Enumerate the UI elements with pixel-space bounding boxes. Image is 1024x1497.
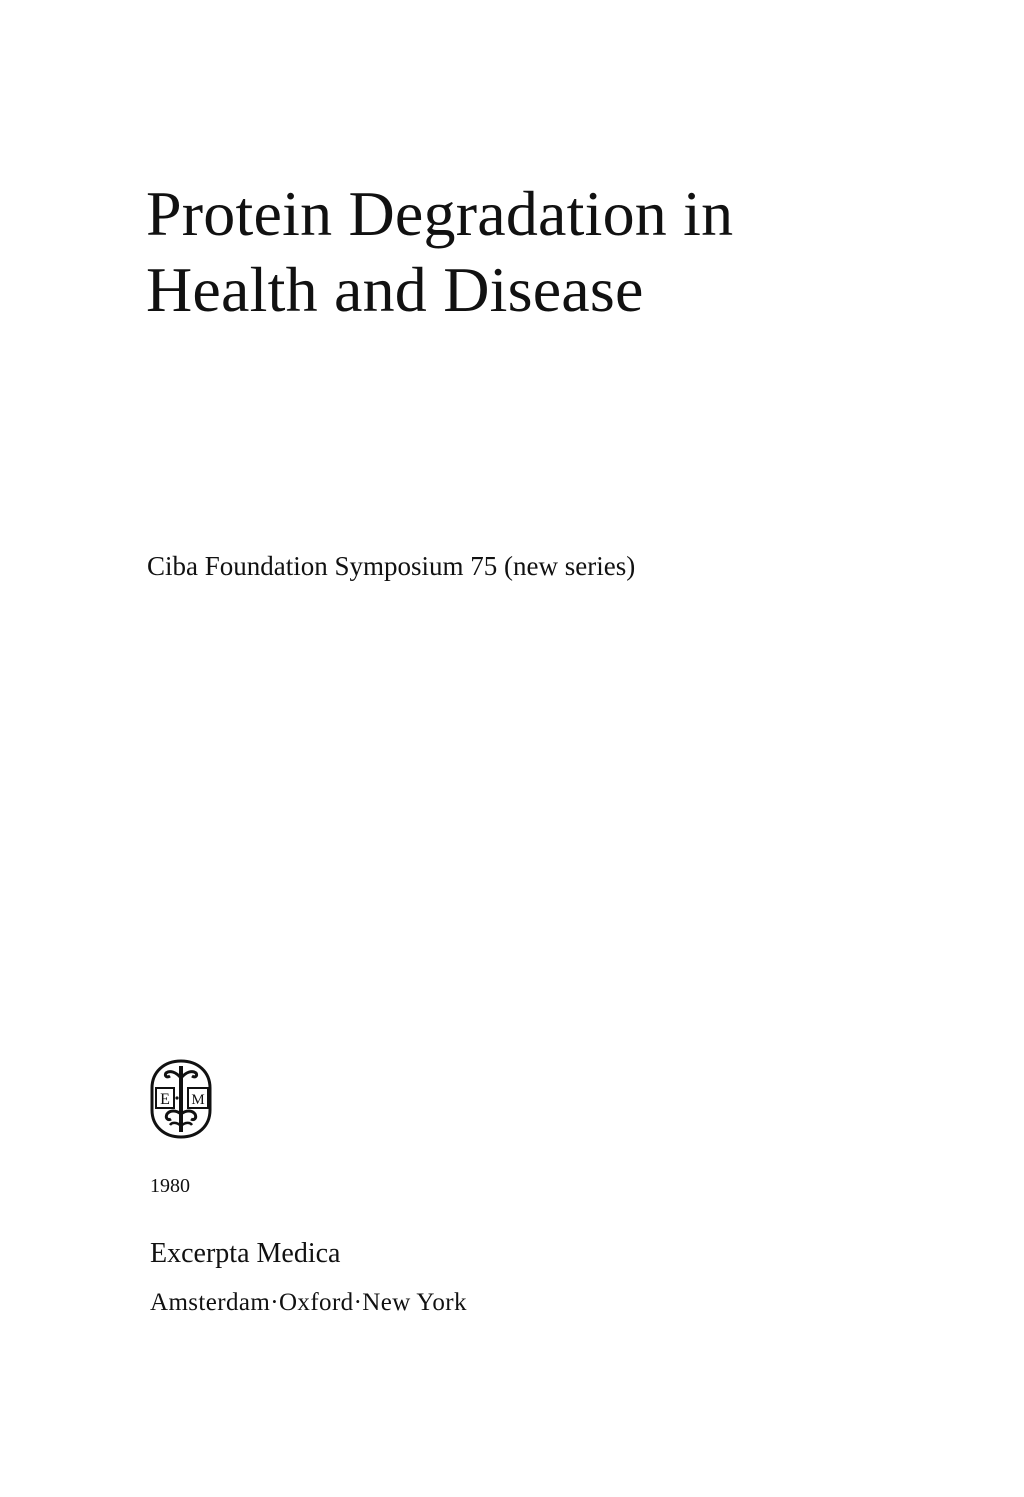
publisher-cities: Amsterdam·Oxford·New York — [150, 1289, 467, 1316]
publication-year: 1980 — [150, 1175, 190, 1197]
publisher-name: Excerpta Medica — [150, 1238, 341, 1269]
book-title-line-1: Protein Degradation in — [146, 178, 734, 249]
logo-letter-e: E — [160, 1091, 170, 1108]
excerpta-medica-tree-logo-icon — [148, 1058, 214, 1140]
book-title-line-2: Health and Disease — [146, 254, 644, 325]
logo-letter-m: M — [191, 1092, 205, 1108]
series-subtitle: Ciba Foundation Symposium 75 (new series) — [147, 551, 636, 581]
